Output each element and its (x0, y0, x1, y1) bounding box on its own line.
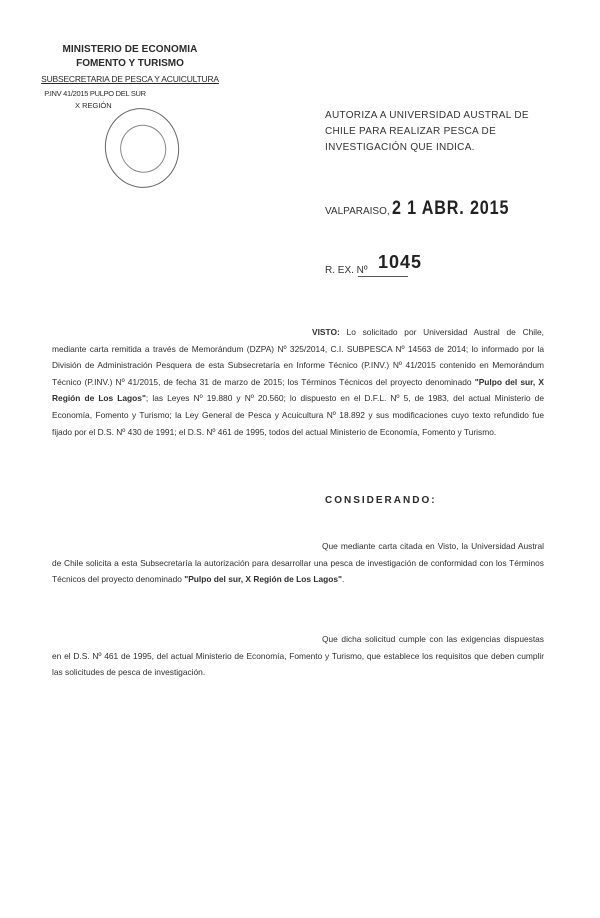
header-subsecretaria: SUBSECRETARIA DE PESCA Y ACUICULTURA (41, 74, 219, 84)
p1-text-a: Que mediante carta citada en Visto, la Universidad Austral de Chile solicita a esta Subsecretaría la autorización para desarrollar una pesca de investigación de conformidad con los Términos Técnicos del proyecto denominado (52, 541, 544, 585)
considerando-paragraph-1 (52, 538, 544, 588)
official-seal-inner (116, 121, 171, 178)
visto-paragraph (52, 324, 544, 440)
header-region: X REGIÓN (75, 101, 112, 110)
considerando-paragraph-2 (52, 631, 544, 681)
header-ministry: MINISTERIO DE ECONOMIA (62, 44, 198, 55)
document-subject: AUTORIZA A UNIVERSIDAD AUSTRAL DE CHILE PARA REALIZAR PESCA DE INVESTIGACIÓN QUE INDICA. (325, 110, 529, 153)
header-ministry-sub: FOMENTO Y TURISMO (76, 58, 184, 69)
resolution-label: R. EX. Nº (325, 265, 368, 276)
visto-project-name: "Pulpo del sur, X Región de Los Lagos" (52, 376, 544, 404)
date-stamp: 2 1 ABR. 2015 (392, 198, 510, 219)
p1-project-name: "Pulpo del sur, X Región de Los Lagos" (184, 574, 342, 585)
resolution-number: 1045 (378, 252, 423, 272)
visto-label: VISTO: (312, 327, 340, 337)
visto-text-a: Lo solicitado por Universidad Austral de Chile, mediante carta remitida a través de Memorándum (DZPA) Nº 325/2014, C.I. SUBPESCA Nº 14563 de 2014; lo informado por la División de Administración Pesquera de esta Subsecretaría en Informe Técnico (P.INV.) Nº 41/2015 contenido en Memorándum Técnico (P.INV.) Nº 41/2015, de fecha 31 de marzo de 2015; los Términos Técnicos del proyecto denominado (52, 327, 544, 387)
p1-text-b: . (342, 574, 345, 585)
place-label: VALPARAISO, (325, 206, 390, 217)
considerando-heading: CONSIDERANDO: (325, 495, 437, 506)
official-seal-stamp (97, 101, 186, 195)
header-reference: P.INV 41/2015 PULPO DEL SUR (44, 89, 146, 98)
visto-text-b: ; las Leyes Nº 19.880 y Nº 20.560; lo dispuesto en el D.F.L. Nº 5, de 1983, del actual Ministerio de Economía, Fomento y Turismo; la Ley General de Pesca y Acuicultura Nº 18.892 y sus modificaciones cuyo texto refundido fue fijado por el D.S. Nº 430 de 1991; el D.S. Nº 461 de 1995, todos del actual Ministerio de Economía, Fomento y Turismo. (52, 393, 544, 437)
p2-text: Que dicha solicitud cumple con las exigencias dispuestas en el D.S. Nº 461 de 1995, del actual Ministerio de Economía, Fomento y Turismo, que establece los requisitos que deben cumplir las solicitudes de pesca de investigación. (52, 634, 544, 678)
resolution-underline (358, 276, 408, 277)
